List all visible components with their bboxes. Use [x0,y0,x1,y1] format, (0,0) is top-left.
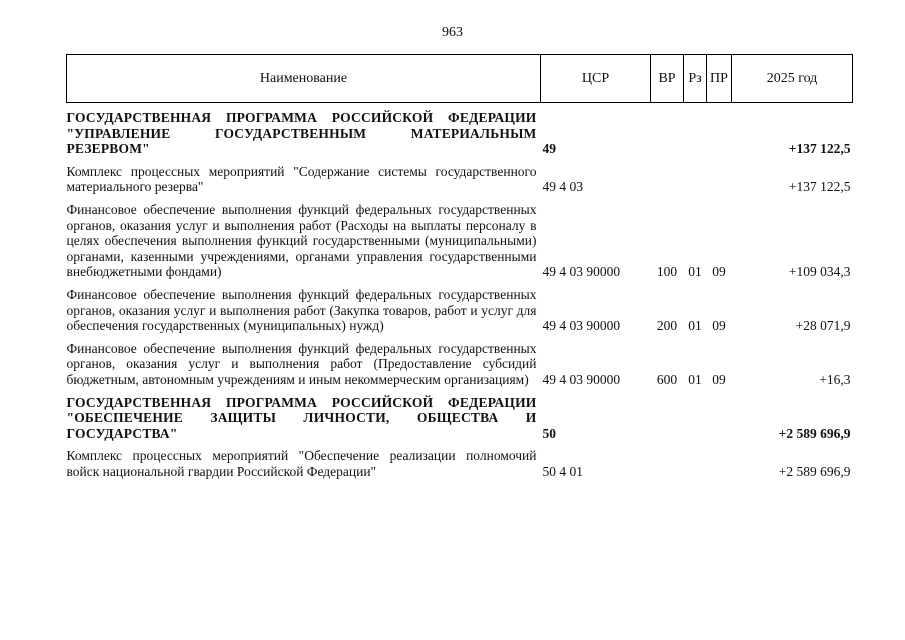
row-pr [707,448,732,479]
row-amount: +2 589 696,9 [778,463,851,479]
row-csr: 50 [542,425,556,441]
row-amount: +2 589 696,9 [778,425,851,441]
row-vr [651,448,684,479]
row-csr: 50 4 01 [542,463,583,479]
row-name: ГОСУДАРСТВЕННАЯ ПРОГРАММА РОССИЙСКОЙ ФЕДЕРАЦИИ "УПРАВЛЕНИЕ ГОСУДАРСТВЕННЫМ МАТЕРИАЛЬНЫМ РЕЗЕРВОМ" [66,110,537,157]
row-pr [707,395,732,442]
row-amount: +137 122,5 [788,141,851,157]
row-amount: +109 034,3 [788,264,851,280]
table-row [67,448,853,479]
row-amount: +16,3 [819,371,851,387]
row-vr [651,110,684,157]
row-vr [651,395,684,442]
header-name: Наименование [67,55,541,103]
table-row [67,202,853,280]
row-csr: 49 4 03 90000 [542,318,621,334]
row-pr [707,164,732,195]
row-rz [684,164,707,195]
row-csr: 49 4 03 90000 [542,264,621,280]
row-rz [684,448,707,479]
row-rz: 01 [688,264,702,280]
row-pr: 09 [712,318,726,334]
budget-table [66,54,853,479]
row-vr: 200 [656,318,678,334]
row-name: ГОСУДАРСТВЕННАЯ ПРОГРАММА РОССИЙСКОЙ ФЕДЕРАЦИИ "ОБЕСПЕЧЕНИЕ ЗАЩИТЫ ЛИЧНОСТИ, ОБЩЕСТВА И ГОСУДАРСТВА" [66,394,537,441]
row-rz [684,395,707,442]
header-pr: ПР [707,55,732,103]
row-name: Финансовое обеспечение выполнения функций федеральных государственных органов, оказания услуг и выполнения работ (Предоставление субсидий бюджетным, автономным учреждениям и иным некоммерческим организациям) [66,340,537,387]
row-amount: +28 071,9 [795,318,851,334]
table-row [67,341,853,388]
row-name: Финансовое обеспечение выполнения функций федеральных государственных органов, оказания услуг и выполнения работ (Закупка товаров, работ и услуг для обеспечения государственных (муниципальных) нужд) [66,286,537,334]
row-vr [651,164,684,195]
row-vr: 100 [656,264,678,280]
row-name: Комплекс процессных мероприятий "Содержание системы государственного материального резерва" [66,163,537,195]
row-csr: 49 4 03 90000 [542,371,621,387]
header-csr: ЦСР [541,55,651,103]
table-row [67,287,853,334]
row-pr: 09 [712,264,726,280]
header-vr: ВР [651,55,684,103]
table-row [67,164,853,195]
table-header [67,55,853,103]
row-name: Финансовое обеспечение выполнения функций федеральных государственных органов, оказания услуг и выполнения работ (Расходы на выплаты персоналу в целях обеспечения выполнения функций государственными (муниципальными) органами, казенными учреждениями, органами управления государственными внебюджетными фондами) [66,201,537,280]
header-rz: Рз [684,55,707,103]
row-name: Комплекс процессных мероприятий "Обеспечение реализации полномочий войск национальной гвардии Российской Федерации" [66,448,537,479]
table-row [67,395,853,442]
row-csr: 49 4 03 [542,179,583,195]
row-pr [707,110,732,157]
row-csr: 49 [542,141,556,157]
header-year: 2025 год [732,55,853,103]
row-amount: +137 122,5 [788,179,851,195]
row-vr: 600 [656,371,678,387]
row-rz: 01 [688,371,702,387]
row-rz: 01 [688,318,702,334]
page-number: 963 [442,25,463,40]
row-pr: 09 [712,371,726,387]
table-row [67,110,853,157]
row-rz [684,110,707,157]
